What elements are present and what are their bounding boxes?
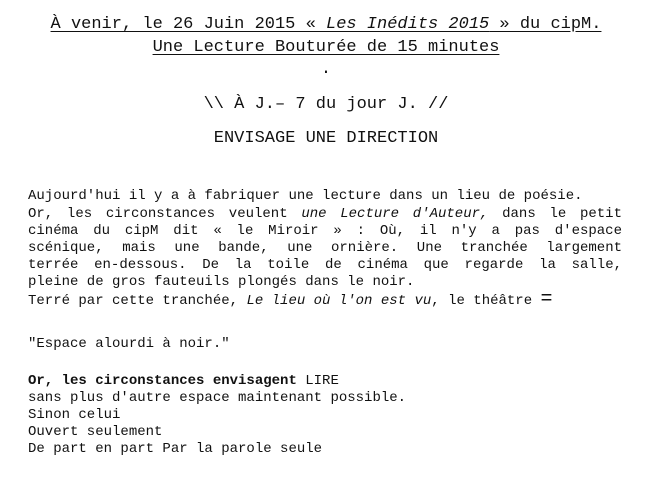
subtitle-line: Une Lecture Bouturée de 15 minutes bbox=[152, 38, 500, 57]
stanza-line: De part en part Par la parole seule bbox=[28, 441, 323, 457]
terre-line: Terré par cette tranchée, Le lieu où l'on est vu, le théâtre = bbox=[28, 288, 553, 311]
equals-symbol: = bbox=[540, 288, 553, 311]
section-title: ENVISAGE UNE DIRECTION bbox=[213, 129, 439, 148]
announcement-line bbox=[0, 16, 652, 34]
paragraph-line: terrée en-dessous. De la toile de cinéma que regarde la salle, bbox=[28, 257, 622, 273]
stanza-line: Ouvert seulement bbox=[28, 424, 163, 440]
stanza-line: Sinon celui bbox=[28, 407, 121, 423]
italic-phrase: une Lecture d'Auteur, bbox=[301, 206, 489, 222]
paragraph-line: scénique, mais une bande, une ornière. Une tranchée largement bbox=[28, 240, 622, 256]
italic-phrase: Le lieu où l'on est vu bbox=[246, 293, 432, 309]
stanza-line: sans plus d'autre espace maintenant possible. bbox=[28, 390, 407, 406]
paragraph-line: cinéma du cipM dit « le Miroir » : Où, il n'y a pas d'espace bbox=[28, 223, 622, 239]
announcement-text: À venir, le 26 Juin 2015 « bbox=[50, 15, 326, 34]
bold-phrase: Or, les circonstances envisagent bbox=[28, 373, 297, 389]
paragraph-line: pleine de gros fauteuils plongés dans le noir. bbox=[28, 274, 415, 290]
announcement-text-end: » du cipM. bbox=[489, 15, 602, 34]
paragraph-line: Or, les circonstances veulent une Lecture d'Auteur, dans le petit bbox=[28, 206, 622, 222]
stanza-line: Or, les circonstances envisagent LIRE bbox=[28, 373, 339, 389]
event-name: Les Inédits 2015 bbox=[326, 15, 490, 34]
quote-line: "Espace alourdi à noir." bbox=[28, 336, 230, 352]
paragraph-line: Aujourd'hui il y a à fabriquer une lecture dans un lieu de poésie. bbox=[28, 188, 583, 204]
countdown-line: \\ À J.– 7 du jour J. // bbox=[203, 95, 449, 114]
separator-dot: . bbox=[320, 60, 332, 79]
